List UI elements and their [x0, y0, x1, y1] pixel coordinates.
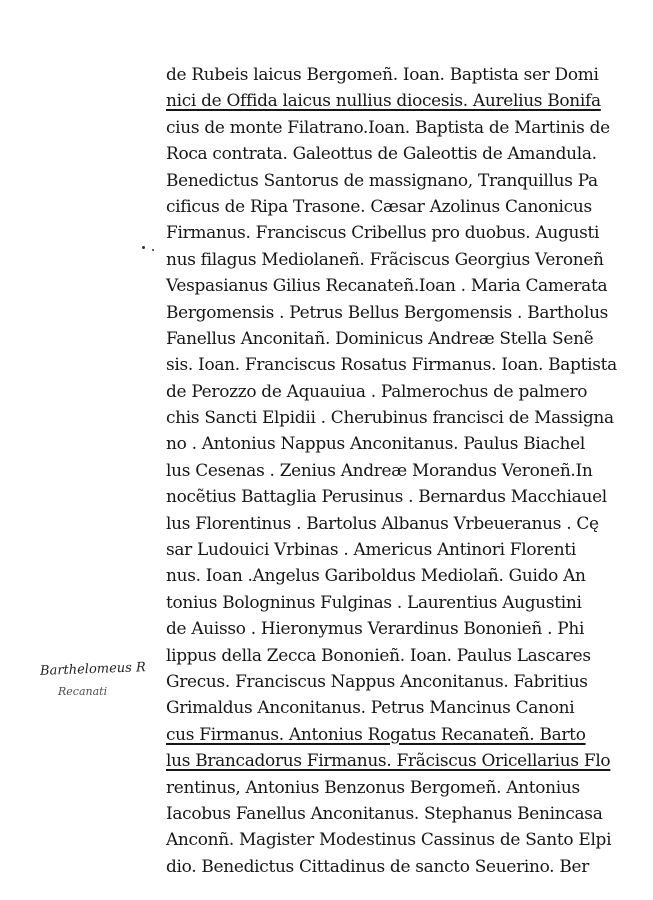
text-line: de Rubeis laicus Bergomeñ. Ioan. Baptista ser Domi: [166, 65, 599, 85]
text-line: sar Ludouici Vrbinas . Americus Antinori Florenti: [166, 540, 576, 561]
text-line: Firmanus. Franciscus Cribellus pro duobus. Augusti: [166, 223, 600, 244]
text-line: cius de monte Filatrano.Ioan. Baptista de Martinis de: [166, 117, 610, 138]
text-line: Roca contrata. Galeottus de Galeottis de Amandula.: [166, 144, 597, 165]
text-line: lippus della Zecca Bononieñ. Ioan. Paulus Lascares: [166, 645, 591, 666]
text-line: no . Antonius Nappus Anconitanus. Paulus Biachel: [166, 434, 585, 455]
text-line: Grecus. Franciscus Nappus Anconitanus. Fabritius: [166, 671, 588, 692]
text-line: lus Brancadorus Firmanus. Frãciscus Oricellarius Flo: [166, 751, 611, 772]
text-line: cus Firmanus. Antonius Rogatus Recanateñ. Barto: [166, 724, 586, 745]
text-line: nocẽtius Battaglia Perusinus . Bernardus Macchiauel: [166, 487, 607, 508]
body-text: [166, 62, 650, 880]
handwritten-margin-note: Recanati: [58, 685, 108, 698]
text-line: lus Florentinus . Bartolus Albanus Vrbeueranus . Cę: [166, 513, 599, 534]
text-line: tonius Bologninus Fulginas . Laurentius Augustini: [166, 592, 582, 613]
text-line: nici de Offida laicus nullius diocesis. Aurelius Bonifa: [166, 91, 601, 112]
text-line: sis. Ioan. Franciscus Rosatus Firmanus. Ioan. Baptista: [166, 355, 617, 376]
text-line: chis Sancti Elpidii . Cherubinus francisci de Massigna: [166, 408, 614, 429]
text-line: Bergomensis . Petrus Bellus Bergomensis . Bartholus: [166, 302, 609, 323]
text-line: de Auisso . Hieronymus Verardinus Bononieñ . Phi: [166, 619, 585, 640]
text-line: Benedictus Santorus de massignano, Tranquillus Pa: [166, 170, 598, 191]
text-line: cificus de Ripa Trasone. Cæsar Azolinus Canonicus: [166, 196, 592, 217]
handwritten-margin-note: Barthelomeus R: [39, 660, 147, 679]
text-line: nus filagus Mediolaneñ. Frãciscus Georgius Veroneñ: [166, 249, 604, 270]
ink-speck: [152, 249, 154, 251]
text-line: dio. Benedictus Cittadinus de sancto Seuerino. Ber: [166, 856, 590, 877]
text-line: Fanellus Anconitañ. Dominicus Andreæ Stella Senẽ: [166, 328, 594, 349]
text-line: nus. Ioan .Angelus Gariboldus Mediolañ. Guido An: [166, 566, 586, 587]
text-line: de Perozzo de Aquauiua . Palmerochus de palmero: [166, 381, 588, 402]
ink-speck: [142, 246, 145, 249]
text-line: Iacobus Fanellus Anconitanus. Stephanus Benincasa: [166, 803, 603, 824]
text-line: lus Cesenas . Zenius Andreæ Morandus Veroneñ.In: [166, 460, 593, 481]
text-line: rentinus, Antonius Benzonus Bergomeñ. Antonius: [166, 777, 580, 798]
text-line: Vespasianus Gilius Recanateñ.Ioan . Maria Camerata: [166, 276, 608, 297]
text-line: Anconñ. Magister Modestinus Cassinus de Santo Elpi: [166, 830, 612, 851]
text-line: Grimaldus Anconitanus. Petrus Mancinus Canoni: [166, 698, 575, 719]
